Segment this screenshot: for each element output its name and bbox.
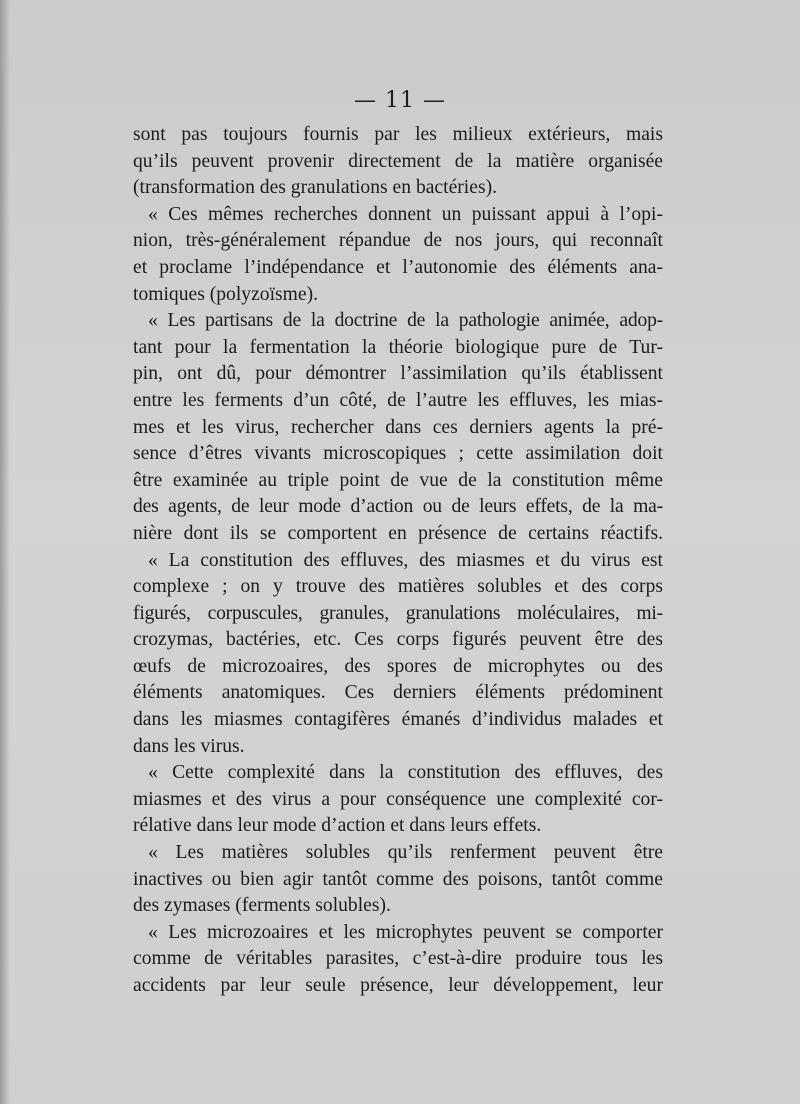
text-line: « Ces mêmes recherches donnent un puissant appui à l’opi- [148, 203, 663, 225]
text-line: nière dont ils se comportent en présence de certains réactifs. [133, 522, 663, 544]
text-line: sont pas toujours fournis par les milieux extérieurs, mais [133, 124, 663, 145]
text-line: complexe ; on y trouve des matières solubles et des corps [133, 576, 663, 598]
text-line: « Les microzoaires et les microphytes peuvent se comporter [148, 921, 663, 943]
page-number: — 11 — [354, 88, 446, 113]
text-line: rélative dans leur mode d’action et dans leurs effets. [133, 815, 542, 837]
text-line: « Les matières solubles qu’ils renferment peuvent être [148, 842, 663, 864]
text-line: des zymases (ferments solubles). [133, 895, 391, 917]
text-line: miasmes et des virus a pour conséquence une complexité cor- [133, 788, 663, 810]
text-line: et proclame l’indépendance et l’autonomie des éléments ana- [133, 256, 663, 278]
text-line: figurés, corpuscules, granules, granulations moléculaires, mi- [133, 602, 663, 624]
text-line: être examinée au triple point de vue de la constitution même [133, 469, 663, 491]
text-line: crozymas, bactéries, etc. Ces corps figurés peuvent être des [133, 629, 663, 651]
text-line: (transformation des granulations en bactéries). [133, 177, 497, 199]
text-line: « Les partisans de la doctrine de la pathologie animée, adop- [148, 310, 663, 332]
text-line: inactives ou bien agir tantôt comme des poisons, tantôt comme [133, 868, 663, 890]
text-line: qu’ils peuvent provenir directement de la matière organisée [133, 150, 663, 172]
text-line: mes et les virus, rechercher dans ces derniers agents la pré- [133, 416, 663, 438]
text-line: sence d’êtres vivants microscopiques ; cette assimilation doit [133, 443, 663, 465]
text-line: éléments anatomiques. Ces derniers éléments prédominent [133, 682, 663, 704]
text-line: accidents par leur seule présence, leur développement, leur [133, 975, 663, 996]
text-line: dans les virus. [133, 735, 245, 757]
text-line: tant pour la fermentation la théorie biologique pure de Tur- [133, 336, 663, 358]
text-line: nion, très-généralement répandue de nos jours, qui reconnaît [133, 230, 663, 252]
text-line: comme de véritables parasites, c’est-à-dire produire tous les [133, 948, 663, 970]
text-line: « La constitution des effluves, des miasmes et du virus est [148, 549, 663, 571]
text-line: tomiques (polyzoïsme). [133, 283, 319, 305]
text-line: œufs de microzoaires, des spores de microphytes ou des [133, 655, 663, 677]
text-line: pin, ont dû, pour démontrer l’assimilation qu’ils établissent [133, 363, 663, 385]
text-line: entre les ferments d’un côté, de l’autre les effluves, les mias- [133, 389, 663, 411]
body-text [133, 122, 663, 1000]
text-line: des agents, de leur mode d’action ou de leurs effets, de la ma- [133, 496, 663, 518]
text-line: « Cette complexité dans la constitution des effluves, des [148, 762, 663, 784]
text-line: dans les miasmes contagifères émanés d’individus malades et [133, 709, 663, 731]
